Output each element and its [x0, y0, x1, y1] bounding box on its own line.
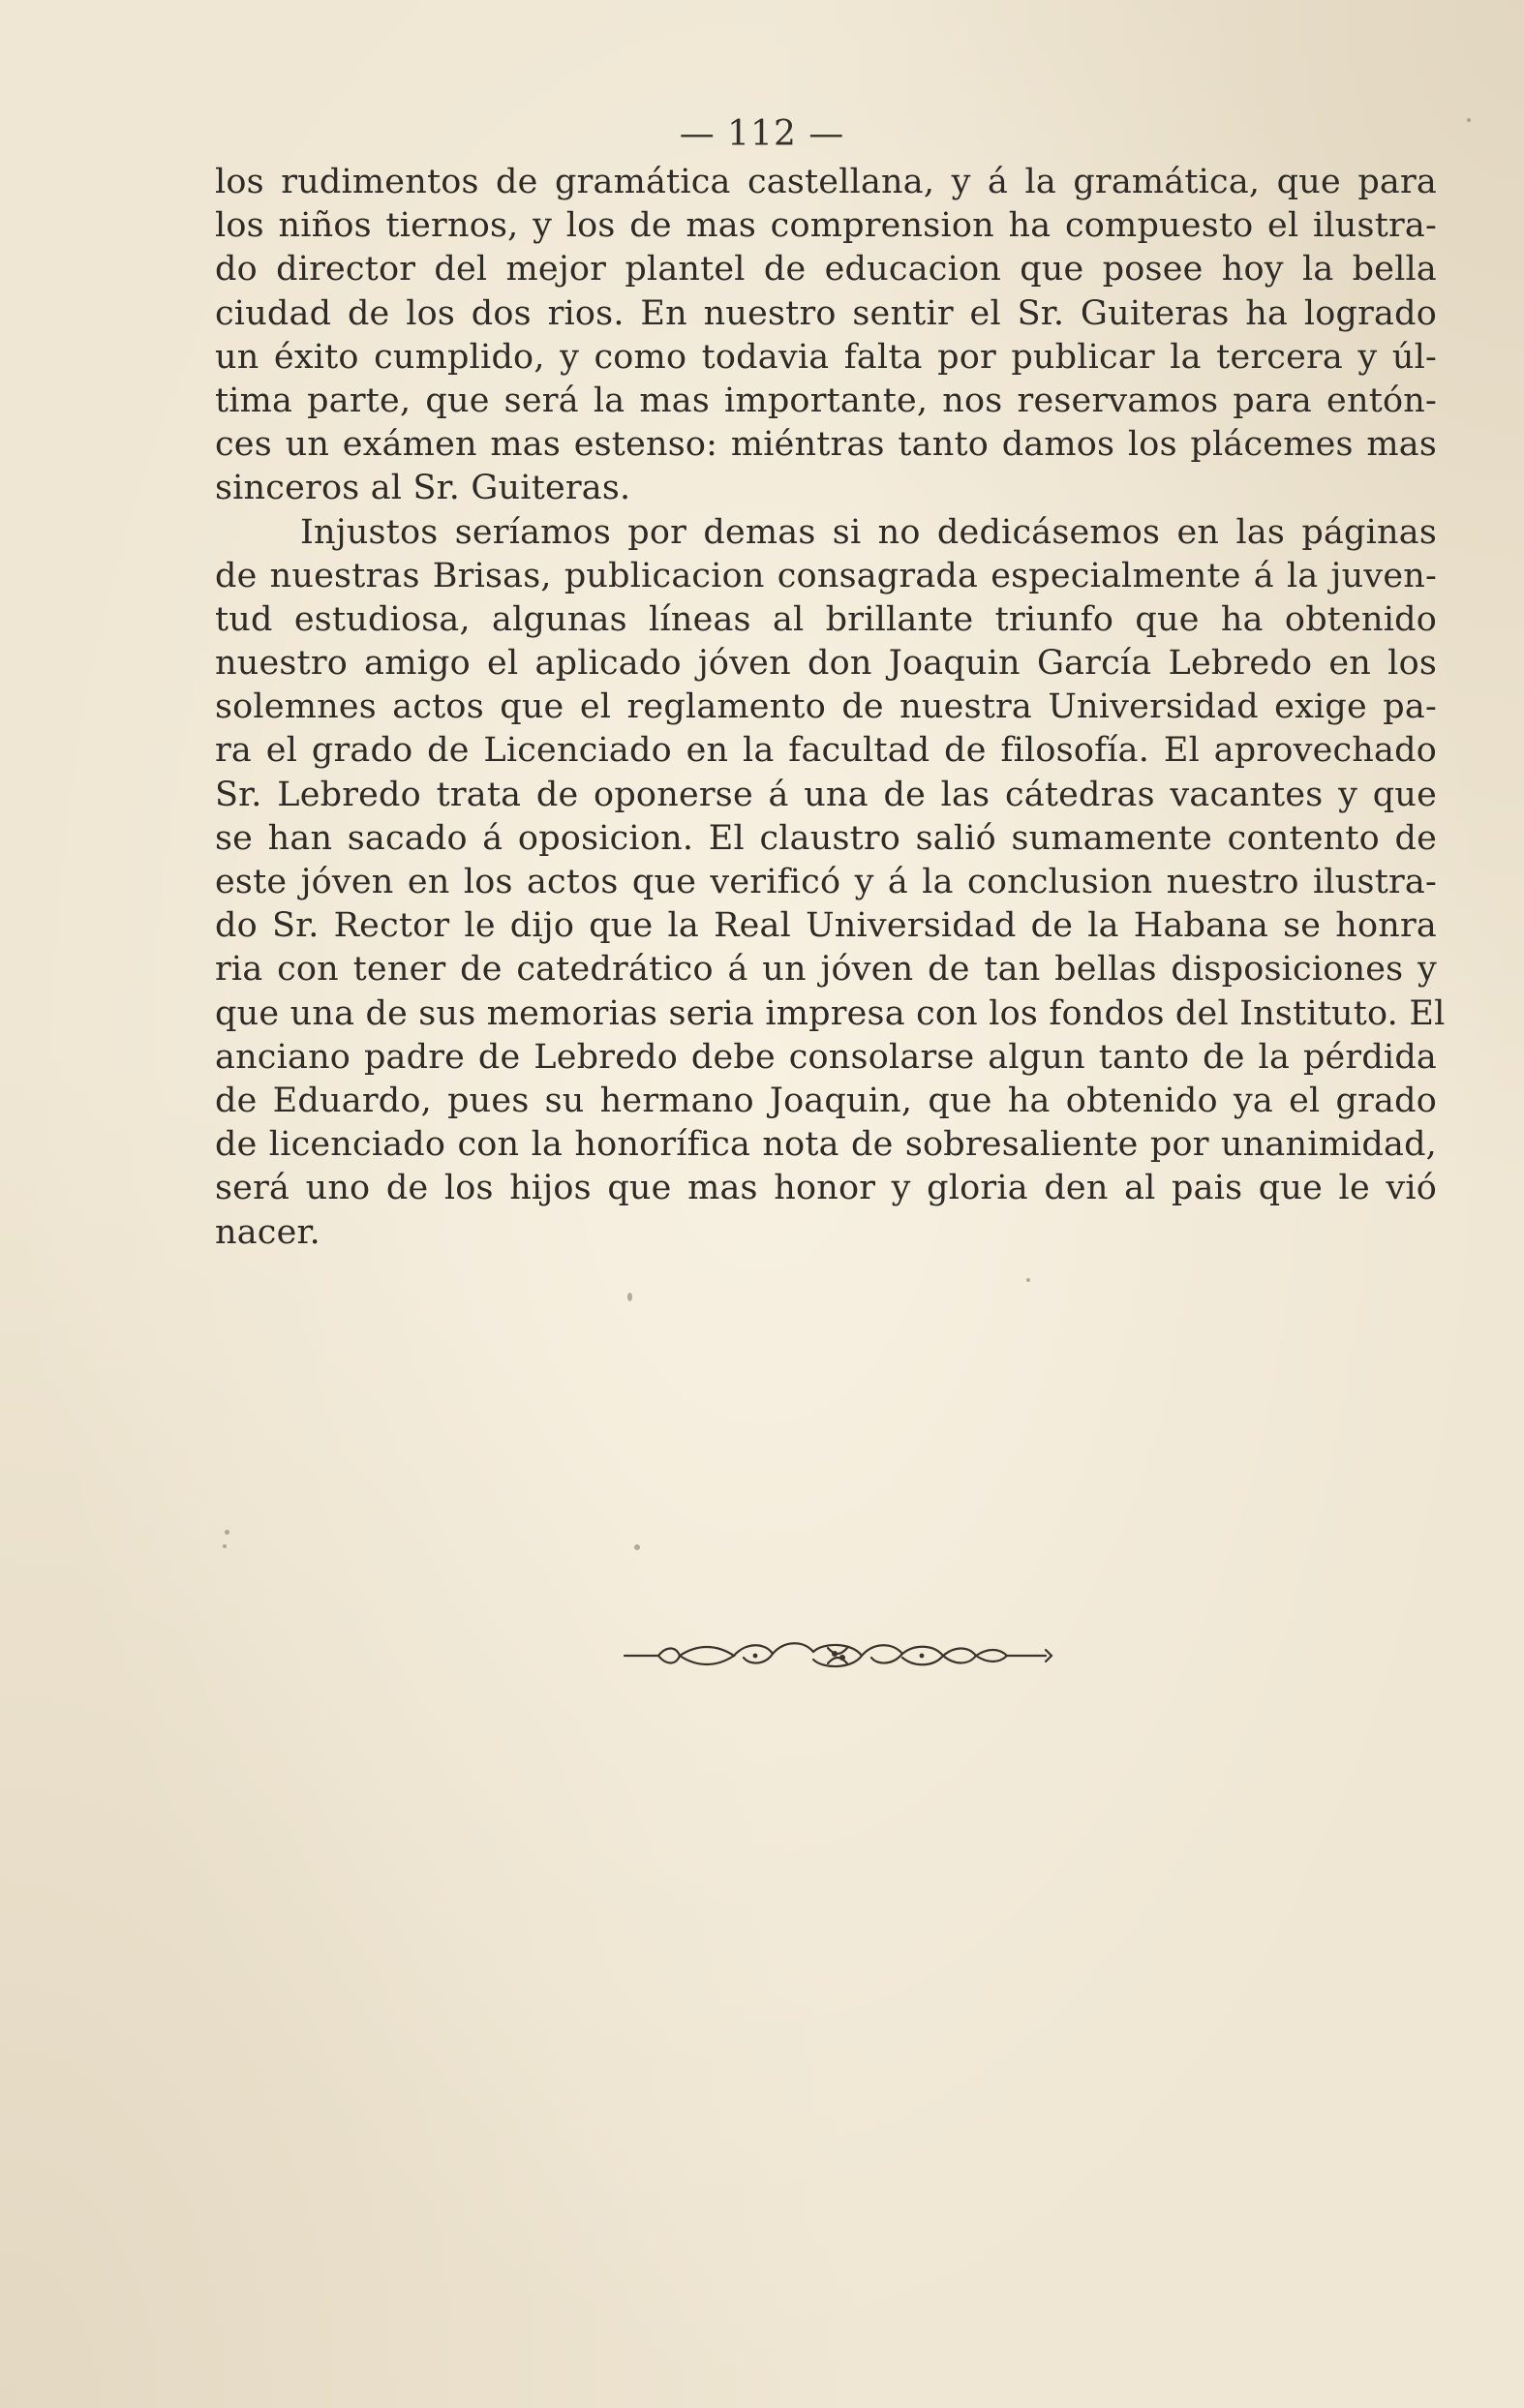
body-text	[215, 161, 1446, 1255]
text-line: un éxito cumplido, y como todavia falta por publicar la tercera y úl-	[215, 337, 1437, 377]
text-line: sinceros al Sr. Guiteras.	[215, 469, 631, 508]
text-line: anciano padre de Lebredo debe consolarse algun tanto de la pérdida	[215, 1037, 1437, 1077]
text-line: nacer.	[215, 1212, 320, 1252]
text-line: de nuestras Brisas, publicacion consagrada especialmente á la juven-	[215, 556, 1437, 595]
text-line: tud estudiosa, algunas líneas al brillante triunfo que ha obtenido	[215, 599, 1437, 639]
text-line: solemnes actos que el reglamento de nuestra Universidad exige pa-	[215, 687, 1437, 727]
text-line: será uno de los hijos que mas honor y gloria den al pais que le vió	[215, 1169, 1437, 1208]
text-line: se han sacado á oposicion. El claustro salió sumamente contento de	[215, 818, 1437, 858]
text-line: tima parte, que será la mas importante, nos reservamos para entón-	[215, 381, 1437, 420]
paper-speck	[627, 1293, 632, 1301]
text-line: Sr. Lebredo trata de oponerse á una de las cátedras vacantes y que	[215, 775, 1437, 814]
text-line: de licenciado con la honorífica nota de sobresaliente por unanimidad,	[215, 1125, 1437, 1165]
text-line: los rudimentos de gramática castellana, y á la gramática, que para	[215, 163, 1437, 201]
decorative-ornament	[620, 1636, 1055, 1675]
text-line: ra el grado de Licenciado en la facultad de filosofía. El aprovechado	[215, 731, 1437, 771]
text-line: ria con tener de catedrático á un jóven de tan bellas disposiciones y	[215, 950, 1437, 990]
paper-speck	[223, 1544, 227, 1548]
paper-speck	[1467, 118, 1471, 122]
page-number: — 112 —	[679, 114, 845, 154]
text-line: nuestro amigo el aplicado jóven don Joaquin García Lebredo en los	[215, 644, 1437, 684]
paper-speck	[1026, 1278, 1030, 1282]
paper-speck	[225, 1530, 229, 1535]
text-line: de Eduardo, pues su hermano Joaquin, que ha obtenido ya el grado	[215, 1081, 1437, 1120]
text-line: do Sr. Rector le dijo que la Real Universidad de la Habana se honra	[215, 906, 1437, 946]
text-line: ciudad de los dos rios. En nuestro sentir el Sr. Guiteras ha logrado	[215, 293, 1437, 333]
text-line: do director del mejor plantel de educacion que posee hoy la bella	[215, 250, 1437, 290]
paper-speck	[634, 1544, 640, 1550]
text-line: este jóven en los actos que verificó y á la conclusion nuestro ilustra-	[215, 863, 1437, 901]
text-line: ces un exámen mas estenso: miéntras tanto damos los plácemes mas	[215, 425, 1437, 465]
text-line: los niños tiernos, y los de mas comprension ha compuesto el ilustra-	[215, 206, 1437, 246]
text-line: que una de sus memorias seria impresa con los fondos del Instituto. El	[215, 993, 1446, 1033]
text-line: Injustos seríamos por demas si no dedicásemos en las páginas	[300, 512, 1437, 552]
